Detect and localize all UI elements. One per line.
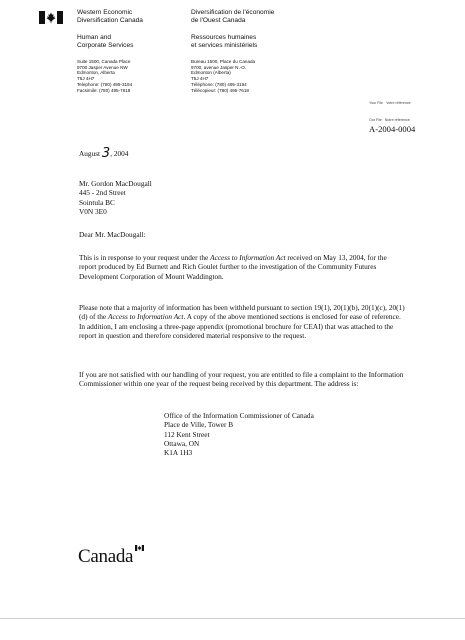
fr-dept-line1: Diversification de l'économie — [191, 9, 275, 16]
commissioner-address-line: Ottawa, ON — [164, 438, 200, 448]
letterhead-en-branch — [77, 34, 133, 49]
letterhead-fr-address — [191, 59, 255, 93]
commissioner-address — [164, 411, 314, 457]
our-file-label-fr: Notre référence — [384, 118, 410, 122]
recipient-postal-code: V0N 3E0 — [79, 206, 107, 216]
p2-act-title: Access to Information Act — [107, 312, 184, 322]
recipient-city: Sointula BC — [79, 197, 115, 207]
recipient-address — [79, 179, 152, 216]
p2-text-a: Please note that a majority of information has been withheld pursuant to section 19(1), 20(1)(b), 20(1)(c), 20(1)(d) of the — [79, 303, 405, 322]
en-dept-line2: Diversification Canada — [77, 16, 143, 24]
commissioner-address-line: K1A 1H3 — [164, 448, 193, 458]
fr-branch-line1: Ressources humaines — [191, 34, 257, 41]
fr-dept-line2: de l'Ouest Canada — [191, 16, 246, 24]
your-file-label: Your File — [369, 101, 384, 105]
paragraph-request — [79, 253, 405, 281]
date-month: August — [79, 149, 101, 158]
p1-text-a: This is in response to your request under the — [79, 253, 211, 262]
date-day-handwritten: 3 — [101, 146, 111, 161]
your-file-reference — [369, 101, 411, 105]
canada-flag-icon — [39, 11, 63, 24]
our-file-label: Our File — [369, 118, 382, 122]
our-file-number: A-2004-0004 — [369, 124, 416, 134]
p2-text-b: . A copy of the above mentioned sections is enclosed for ease of reference. In addition, I am enclosing a three-page appendix (promotional brochure for CEAI) that was attached to the report in question and therefore considered material responsive to the request. — [79, 312, 401, 340]
scan-edge-line — [0, 618, 465, 619]
commissioner-address-line: Place de Ville, Tower B — [164, 420, 234, 430]
fr-address-line: 9700, avenue Jasper N.-O. — [191, 64, 247, 70]
en-address-line: 9700 Jasper Avenue NW — [77, 64, 128, 70]
en-address-line: T5J 4H7 — [77, 76, 95, 82]
paragraph-withheld — [79, 303, 405, 340]
paragraph-complaint: If you are not satisfied with our handling of your request, you are entitled to file a complaint to the Information Commissioner within one year of the request being received by this department. The address is: — [79, 370, 404, 389]
letterhead-fr-branch — [191, 34, 257, 49]
p1-act-title: Access to Information Act — [210, 253, 286, 262]
letterhead-fr-department — [191, 9, 274, 24]
your-file-label-fr: Votre référence — [386, 101, 411, 105]
fr-address-line: Edmonton (Alberta) — [191, 70, 231, 76]
wordmark-text: Canada — [78, 546, 134, 567]
en-address-line: Suite 1500, Canada Place — [77, 59, 131, 64]
fr-address-line: Bureau 1500, Place du Canada — [191, 59, 256, 64]
en-address-line: Telephone: (780) 495-3194 — [77, 81, 133, 87]
recipient-street: 445 - 2nd Street — [79, 188, 126, 198]
fr-address-line: T5J 4H7 — [191, 76, 209, 82]
en-branch-line1: Human and — [77, 34, 112, 41]
salutation: Dear Mr. MacDougall: — [79, 230, 146, 239]
wordmark-flag-icon — [135, 544, 144, 553]
letterhead-en-department — [77, 9, 143, 24]
en-branch-line2: Corporate Services — [77, 41, 134, 49]
commissioner-address-line: 112 Kent Street — [164, 429, 210, 439]
our-file-reference — [369, 118, 410, 122]
fr-branch-line2: et services ministériels — [191, 41, 258, 49]
canada-wordmark — [78, 546, 133, 568]
en-dept-line1: Western Economic — [77, 9, 133, 16]
letter-date — [79, 146, 129, 161]
en-address-line: Edmonton, Alberta — [77, 70, 115, 76]
en-address-line: Facsimile: (780) 495-7618 — [77, 87, 131, 93]
fr-address-line: Téléphone: (780) 495-3194 — [191, 81, 247, 87]
recipient-name: Mr. Gordon MacDougall — [79, 179, 152, 188]
fr-address-line: Télécopieur: (780) 495-7618 — [191, 87, 249, 93]
date-year: , 2004 — [110, 149, 129, 158]
commissioner-address-line: Office of the Information Commissioner of Canada — [164, 411, 314, 420]
p1-text-b: received on May 13, 2004, for the report produced by Ed Burnett and Rich Goulet further to the investigation of the Community Futures Development Corporation of Mount Waddington. — [79, 253, 387, 281]
letterhead-en-address — [77, 59, 132, 93]
